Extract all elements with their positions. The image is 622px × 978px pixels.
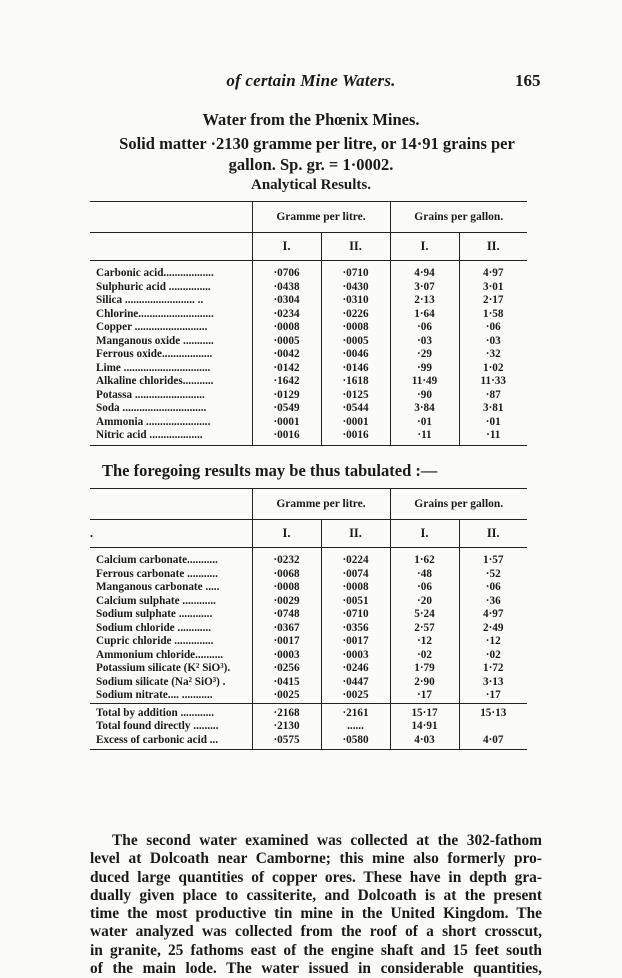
table-row [90,362,527,376]
row-value: 1·79 [390,662,459,676]
row-value: ·32 [459,348,527,362]
table2-sub-header: II. [321,520,390,548]
table-row [90,321,527,335]
table2-corner [90,489,252,520]
row-value: ·0046 [321,348,390,362]
table2-sub-header: I. [390,520,459,548]
table-row [90,402,527,416]
row-value: 2·49 [459,622,527,636]
row-label: Sodium silicate (Na² SiO³) . [96,675,226,688]
paragraph-line: duced large quantities of copper ores. These have in depth gra- [90,868,542,886]
table-row [90,734,527,750]
row-value: 4·97 [459,608,527,622]
row-label: Manganous carbonate ..... [96,581,220,593]
row-value: ·01 [390,416,459,430]
table1-group-gramme: Gramme per litre. [252,202,390,233]
row-value: ·2168 [252,703,321,720]
row-value: 1·64 [390,308,459,322]
row-value: ·20 [390,595,459,609]
row-label: Potassa ......................... [96,388,205,401]
table-row [90,720,527,734]
row-value: ·99 [390,362,459,376]
table-row [90,649,527,663]
row-value: ·06 [390,581,459,595]
table1-body [90,261,527,446]
row-value: ·0129 [252,389,321,403]
table-row [90,281,527,295]
row-value: ·0042 [252,348,321,362]
row-value: ·0549 [252,402,321,416]
row-label: Calcium sulphate ............ [96,594,216,607]
row-value: ·0256 [252,662,321,676]
row-value: ·0003 [252,649,321,663]
paragraph-line: level at Dolcoath near Camborne; this mine also formerly pro- [90,850,542,868]
paragraph-line: in granite, 25 fathoms east of the engine shaft and 15 feet south [90,941,542,959]
row-value: ·0544 [321,402,390,416]
row-label: Sodium chloride ............ [96,621,211,634]
row-value: 2·17 [459,294,527,308]
row-label: Sodium sulphate ............ [96,608,213,620]
row-value: ·0367 [252,622,321,636]
body-paragraph [90,832,542,978]
row-value: ·06 [459,321,527,335]
table-row [90,389,527,403]
table-row [90,676,527,690]
row-value: ·0356 [321,622,390,636]
row-value: 1·57 [459,548,527,568]
row-value: ·87 [459,389,527,403]
row-label: Ammonia ....................... [96,415,211,428]
row-value: ·0430 [321,281,390,295]
row-value: ·52 [459,568,527,582]
row-label: Total found directly ......... [96,720,219,732]
row-value: 3·07 [390,281,459,295]
table1-sub-header: II. [459,233,527,261]
table2-group-gramme: Gramme per litre. [252,489,390,520]
paragraph-line: of the main lode. The water issued in considerable quantities, [90,960,542,978]
row-value: ·36 [459,595,527,609]
row-value: ·0706 [252,261,321,281]
row-value: ·0447 [321,676,390,690]
row-label: Cupric chloride .............. [96,635,214,647]
analytical-results-heading: Analytical Results. [251,177,371,193]
row-value: ·0234 [252,308,321,322]
table-row [90,689,527,703]
row-value: ·0748 [252,608,321,622]
row-label: Total by addition ............ [90,703,252,720]
row-value: ·0142 [252,362,321,376]
row-label: Ferrous carbonate ........... [96,567,218,580]
table1-corner [90,202,252,233]
row-value: 2·57 [390,622,459,636]
row-label: Sodium nitrate.... ........... [96,689,213,701]
row-value: ·0051 [321,595,390,609]
table2-group-grains: Grains per gallon. [390,489,527,520]
row-label: Calcium carbonate........... [96,554,218,566]
row-label: Excess of carbonic acid ... [90,734,252,750]
table-row [90,429,527,445]
row-value: ·0310 [321,294,390,308]
table-row [90,294,527,308]
row-value: ·0008 [321,581,390,595]
row-value [459,720,527,734]
row-value: ·0125 [321,389,390,403]
paragraph-line: time the most productive tin mine in the United Kingdom. The [90,905,542,923]
row-value: ·0232 [252,548,321,568]
table-row [90,635,527,649]
row-value: 4·03 [390,734,459,750]
row-value: ·0068 [252,568,321,582]
table-row [90,595,527,609]
row-value: ·0005 [321,335,390,349]
row-value: ·0001 [321,416,390,430]
table-row [90,608,527,622]
row-value: ·0016 [252,429,321,445]
row-value: ·90 [390,389,459,403]
table1-sub-header: II. [321,233,390,261]
table-row [90,308,527,322]
row-value: 1·72 [459,662,527,676]
table-row [90,662,527,676]
row-value: ·03 [459,335,527,349]
solid-matter-line-2: gallon. Sp. gr. = 1·0002. [228,155,394,174]
row-value: ·02 [459,649,527,663]
row-value: ·1618 [321,375,390,389]
paragraph-line: water analyzed was collected from the roof of a short crosscut, [90,923,542,941]
row-label: Silica ......................... .. [96,294,204,306]
row-value: ·0001 [252,416,321,430]
row-value: ·0025 [321,689,390,703]
row-value: ·12 [390,635,459,649]
row-value: ·17 [459,689,527,703]
row-value: ·06 [390,321,459,335]
row-value: 1·02 [459,362,527,376]
row-value: ·0415 [252,676,321,690]
row-value: 4·07 [459,734,527,750]
row-value: ·0008 [252,321,321,335]
row-value: ·0005 [252,335,321,349]
row-label: Ferrous oxide.................. [96,348,213,360]
table2-corner-mark: . [90,520,252,548]
table-row [90,548,527,568]
row-value: 2·90 [390,676,459,690]
row-value: 11·33 [459,375,527,389]
row-value: 4·94 [390,261,459,281]
table2-sub-header: I. [252,520,321,548]
foregoing-line: The foregoing results may be thus tabulated :— [102,461,438,480]
row-value: ·0008 [321,321,390,335]
row-value: ·02 [390,649,459,663]
row-value: 15·13 [459,703,527,720]
row-label: Manganous oxide ........... [96,334,214,347]
table-row [90,568,527,582]
row-value: ·0224 [321,548,390,568]
table-row [90,261,527,281]
row-value: 5·24 [390,608,459,622]
paragraph-line: dually given place to cassiterite, and Dolcoath is at the present [90,886,542,904]
table2-sub-header: II. [459,520,527,548]
row-value: ·0580 [321,734,390,750]
table-row [90,703,527,720]
row-value: ·48 [390,568,459,582]
row-value: ·11 [390,429,459,445]
row-value: ·0575 [252,734,321,750]
row-value: 3·01 [459,281,527,295]
row-value: 1·58 [459,308,527,322]
tabulated-results-table [90,488,527,750]
table-row [90,375,527,389]
section-title: Water from the Phœnix Mines. [202,110,420,129]
row-label: Copper .......................... [96,321,208,333]
table1-corner-sub [90,233,252,261]
table-row [90,416,527,430]
row-label: Soda .............................. [96,402,207,414]
row-value: ·0710 [321,608,390,622]
page-number: 165 [515,71,541,90]
row-value: 4·97 [459,261,527,281]
row-value: 2·13 [390,294,459,308]
row-value: ·0226 [321,308,390,322]
row-value: ·17 [390,689,459,703]
row-value: ·1642 [252,375,321,389]
row-value: 3·13 [459,676,527,690]
table1-sub-header: I. [252,233,321,261]
row-value: ·0017 [321,635,390,649]
row-value: ·12 [459,635,527,649]
table-row [90,622,527,636]
row-value: ·0008 [252,581,321,595]
row-value: ·0016 [321,429,390,445]
row-value: 14·91 [390,720,459,734]
row-label: Chlorine........................... [96,307,214,320]
table-row [90,581,527,595]
table1-sub-header: I. [390,233,459,261]
analytical-results-table [90,201,527,446]
row-value: ·2130 [252,720,321,734]
row-value: ·01 [459,416,527,430]
row-value: ·0029 [252,595,321,609]
row-value: ·0146 [321,362,390,376]
running-title: of certain Mine Waters. [226,71,396,90]
row-value: ·06 [459,581,527,595]
row-value: ·0710 [321,261,390,281]
row-label: Nitric acid ................... [90,429,252,445]
row-value: ·03 [390,335,459,349]
row-value: ·0025 [252,689,321,703]
row-value: 3·81 [459,402,527,416]
row-value: ·0438 [252,281,321,295]
row-value: 3·84 [390,402,459,416]
row-value: ·29 [390,348,459,362]
row-label: Sulphuric acid ............... [96,280,211,293]
row-value: ·2161 [321,703,390,720]
row-value: ...... [321,720,390,734]
row-value: ·0246 [321,662,390,676]
row-value: ·0074 [321,568,390,582]
row-value: 11·49 [390,375,459,389]
row-label: Ammonium chloride.......... [96,648,224,661]
paragraph-line: The second water examined was collected at the 302-fathom [112,832,542,849]
row-label: Potassium silicate (K² SiO³). [96,662,231,674]
row-value: ·0017 [252,635,321,649]
row-label: Carbonic acid.................. [96,267,214,279]
row-value: 15·17 [390,703,459,720]
row-value: ·0304 [252,294,321,308]
row-value: ·11 [459,429,527,445]
row-value: ·0003 [321,649,390,663]
solid-matter-line-1: Solid matter ·2130 gramme per litre, or 14·91 grains per [119,134,515,153]
table-row [90,335,527,349]
row-label: Lime ............................... [96,361,211,374]
table2-body [90,548,527,750]
table-row [90,348,527,362]
table1-group-grains: Grains per gallon. [390,202,527,233]
row-label: Alkaline chlorides........... [96,375,214,387]
row-value: 1·62 [390,548,459,568]
